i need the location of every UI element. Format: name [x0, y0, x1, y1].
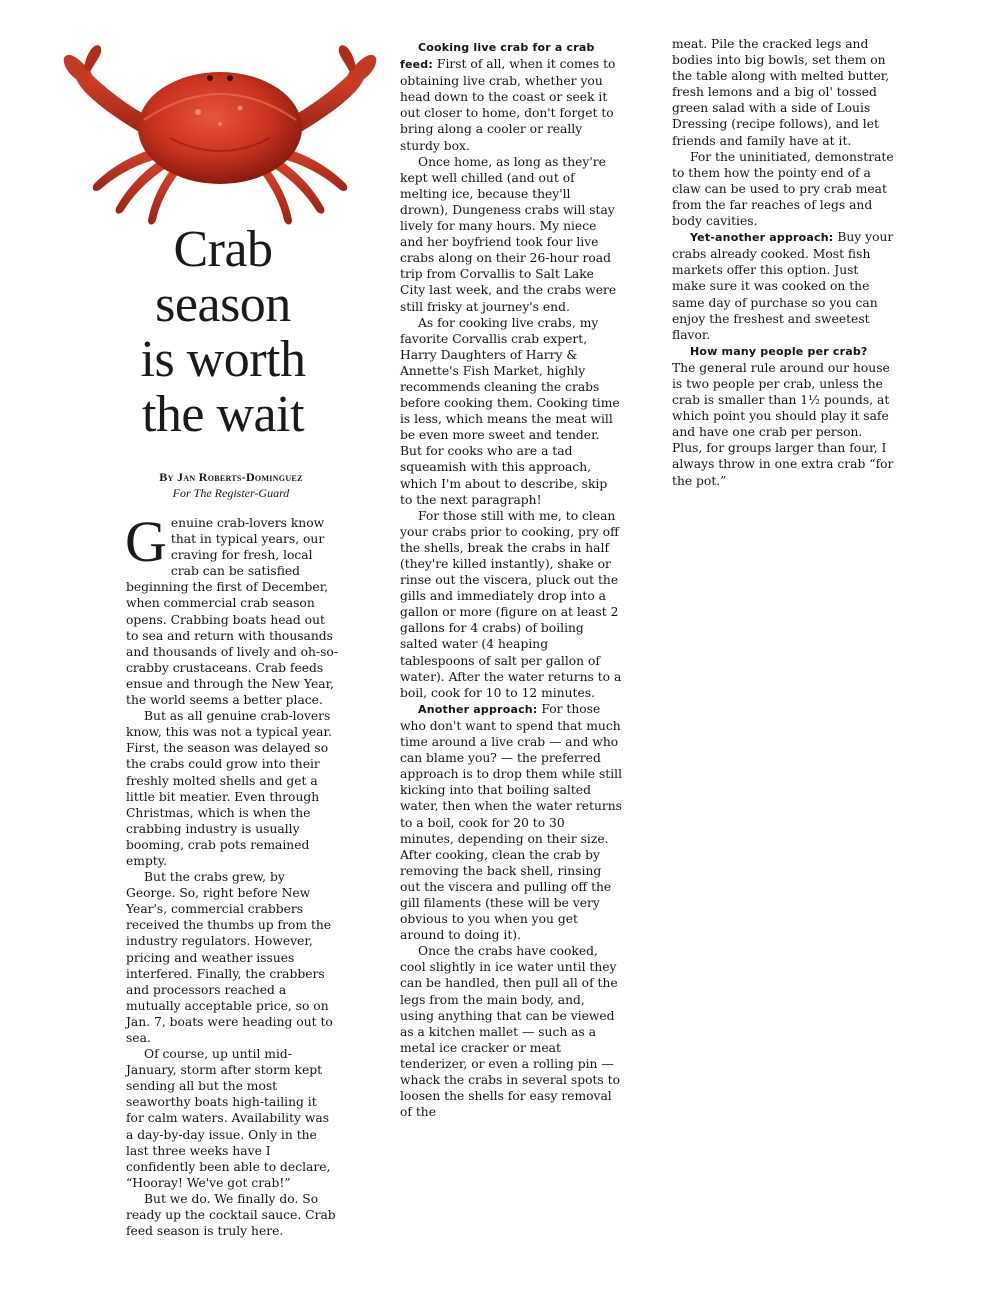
paragraph-text: enuine crab-lovers know that in typical years, our craving for fresh, local crab can be satisfied beginning the first of December, when commercial crab season opens. Crabbing boats head out to sea and return with thousands and thousands of lively and oh-so-crabby crustaceans. Crab feeds ensue and through the New Year, the world seems a better place.	[126, 516, 338, 708]
article-column-1	[125, 509, 338, 1239]
crab-photo	[60, 28, 380, 228]
article-column-2	[400, 39, 622, 1120]
paragraph: For those still with me, to clean your crabs prior to cooking, pry off the shells, break the crabs in half (they're killed instantly), shake or rinse out the viscera, pluck out the gills and immediately drop into a gallon or more (figure on at least 2 gallons for 4 crabs) of boiling salted water (4 heaping tablespoons of salt per gallon of water). After the water returns to a boil, cook for 10 to 12 minutes.	[400, 508, 622, 700]
paragraph-text: Buy your crabs already cooked. Most fish markets offer this option. Just make sure it was cooked on the same day of purchase so you can enjoy the freshest and sweetest flavor.	[672, 230, 894, 342]
headline-line-3: is worth	[140, 331, 306, 388]
subhead: Yet-another approach:	[690, 231, 834, 245]
paragraph: Of course, up until mid-January, storm after storm kept sending all but the most seaworthy boats high-tailing it for calm waters. Availability was a day-by-day issue. Only in the last three weeks have I confidently been able to declare, “Hooray! We've got crab!”	[126, 1047, 331, 1190]
byline-affiliation: For The Register-Guard	[172, 486, 290, 500]
paragraph: meat. Pile the cracked legs and bodies into big bowls, set them on the table along with melted butter, fresh lemons and a big ol' tossed green salad with a side of Louis Dressing (recipe follows), and let friends and family have at it.	[672, 37, 890, 148]
headline	[118, 222, 328, 442]
headline-line-2: season	[155, 276, 291, 333]
paragraph: But as all genuine crab-lovers know, this was not a typical year. First, the season was delayed so the crabs could grow into their freshly molted shells and get a little bit meatier. Even through Christmas, which is when the crabbing industry is usually booming, crab pots remained empty.	[126, 709, 332, 868]
paragraph	[400, 39, 622, 154]
paragraph: As for cooking live crabs, my favorite Corvallis crab expert, Harry Daughters of Harry & Annette's Fish Market, highly recommends cleaning the crabs before cooking them. Cooking time is less, which means the meat will be even more sweet and tender. But for cooks who are a tad squeamish with this approach, which I'm about to describe, skip to the next paragraph!	[400, 315, 620, 507]
paragraph	[125, 509, 338, 708]
paragraph: Once home, as long as they're kept well chilled (and out of melting ice, because they'll drown), Dungeness crabs will stay lively for many hours. My niece and her boyfriend took four live crabs along on their 26-hour road trip from Corvallis to Salt Lake City last week, and the crabs were still frisky at journey's end.	[400, 154, 617, 314]
paragraph-text: First of all, when it comes to obtaining live crab, whether you head down to the coast or seek it out closer to home, don't forget to bring along a cooler or really sturdy box.	[400, 57, 616, 153]
subhead: How many people per crab?	[690, 344, 868, 358]
paragraph: But the crabs grew, by George. So, right before New Year's, commercial crabbers received the thumbs up from the industry regulators. However, pricing and weather issues interfered. Finally, the crabbers and processors reached a mutually acceptable price, so on Jan. 7, boats were heading out to sea.	[126, 870, 333, 1045]
article-column-3	[672, 36, 894, 489]
subhead: Cooking live crab for a crab feed:	[400, 41, 595, 72]
paragraph	[400, 701, 622, 943]
paragraph-text: The general rule around our house is two people per crab, unless the crab is smaller than 1½ pounds, at which point you should play it safe and have one crab per person. Plus, for groups larger than four, I always throw in one extra crab “for the pot.”	[672, 360, 894, 488]
paragraph	[672, 343, 894, 489]
subhead: Another approach:	[418, 702, 538, 716]
headline-line-1: Crab	[173, 221, 273, 278]
byline	[126, 469, 336, 501]
headline-line-4: the wait	[141, 386, 305, 443]
paragraph: Once the crabs have cooked, cool slightly in ice water until they can be handled, then pull all of the legs from the main body, and, using anything that can be viewed as a kitchen mallet — such as a metal ice cracker or meat tenderizer, or even a rolling pin — whack the crabs in several spots to loosen the shells for easy removal of the	[400, 944, 620, 1120]
byline-author: By Jan Roberts-Dominguez	[159, 470, 303, 484]
paragraph	[672, 229, 894, 343]
paragraph-text: For those who don't want to spend that much time around a live crab — and who can blame you? — the preferred approach is to drop them while still kicking into that boiling salted water, then when the water returns to a boil, cook for 20 to 30 minutes, depending on their size. After cooking, clean the crab by removing the back shell, rinsing out the viscera and pulling off the gill filaments (these will be very obvious to you when you get around to doing it).	[400, 701, 622, 943]
paragraph: But we do. We finally do. So ready up the cocktail sauce. Crab feed season is truly here.	[126, 1191, 336, 1239]
drop-cap: G	[125, 509, 167, 574]
paragraph: For the uninitiated, demonstrate to them how the pointy end of a claw can be used to pry crab meat from the far reaches of legs and body cavities.	[672, 149, 894, 229]
